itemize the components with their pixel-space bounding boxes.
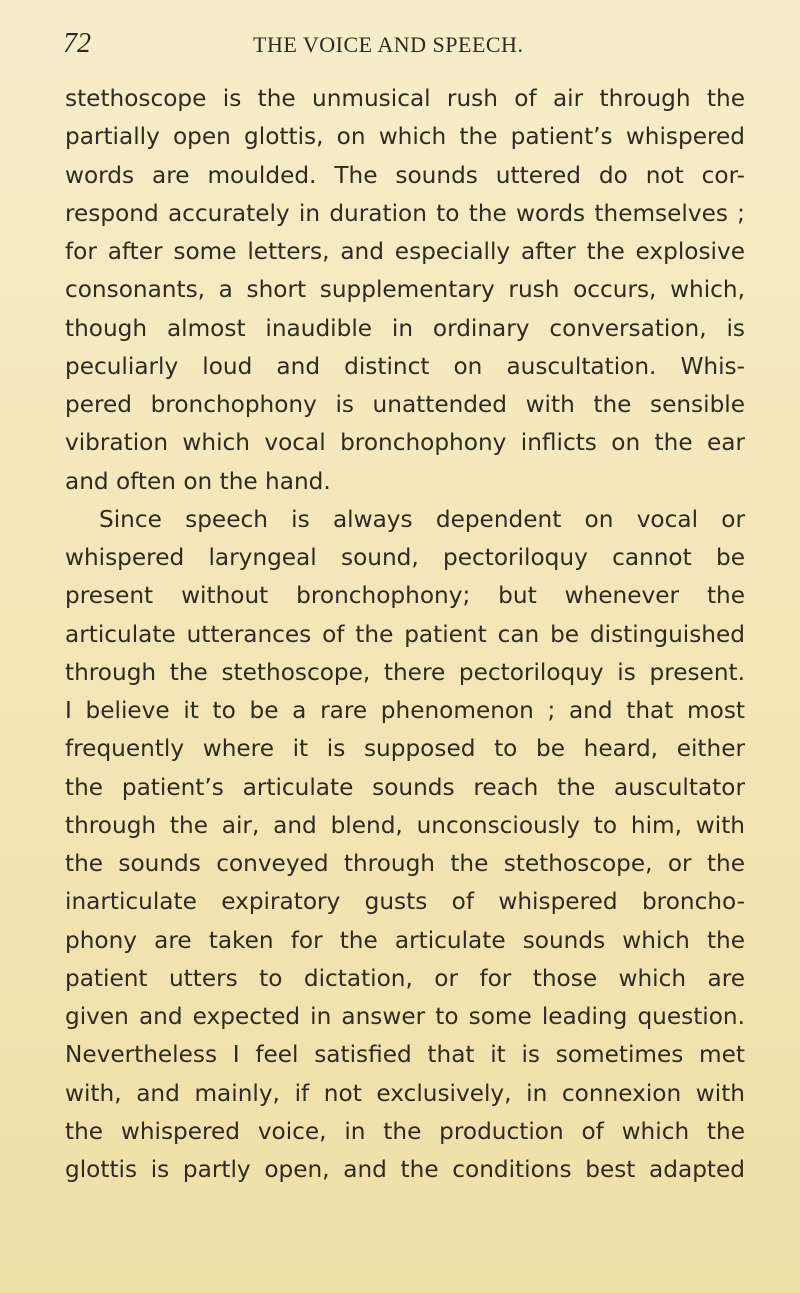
text-line: for after some letters, and especially after the explosive (65, 238, 745, 265)
text-line: inarticulate expiratory gusts of whispered broncho- (65, 888, 745, 916)
text-line: articulate utterances of the patient can be distinguished (65, 620, 745, 648)
page-number: 72 (63, 28, 91, 59)
text-line: partially open glottis, on which the patient’s whispered (65, 123, 745, 151)
text-line: with, and mainly, if not exclusively, in connexion with (65, 1079, 745, 1107)
text-line: I believe it to be a rare phenomenon ; and that most (65, 697, 745, 724)
text-line: patient utters to dictation, or for those which are (65, 964, 745, 992)
page-header (63, 28, 733, 68)
text-line: consonants, a short supplementary rush occurs, which, (65, 276, 745, 304)
text-line: words are moulded. The sounds uttered do not cor- (65, 161, 745, 189)
text-line: whispered laryngeal sound, pectoriloquy cannot be (65, 544, 745, 571)
text-line: through the air, and blend, unconsciously to him, with (65, 811, 745, 839)
text-line: Since speech is always dependent on vocal or (99, 505, 745, 533)
text-line: stethoscope is the unmusical rush of air through the (65, 85, 745, 112)
text-line: Nevertheless I feel satisfied that it is sometimes met (65, 1041, 745, 1069)
text-line: frequently where it is supposed to be heard, either (65, 735, 745, 763)
text-line: glottis is partly open, and the conditions best adapted (65, 1156, 745, 1183)
text-line: the sounds conveyed through the stethoscope, or the (65, 850, 745, 877)
text-line: and often on the hand. (65, 467, 331, 495)
text-line: the whispered voice, in the production of which the (65, 1117, 745, 1145)
text-line: vibration which vocal bronchophony inflicts on the ear (65, 429, 745, 457)
text-line: peculiarly loud and distinct on auscultation. Whis- (65, 352, 745, 380)
text-line: pered bronchophony is unattended with the sensible (65, 391, 745, 418)
text-line: given and expected in answer to some leading question. (65, 1003, 745, 1030)
text-line: phony are taken for the articulate sounds which the (65, 926, 745, 954)
text-line: through the stethoscope, there pectoriloquy is present. (65, 658, 745, 686)
running-head: THE VOICE AND SPEECH. (253, 32, 524, 57)
text-line: respond accurately in duration to the words themselves ; (65, 199, 745, 227)
text-line: present without bronchophony; but whenever the (65, 582, 745, 610)
text-line: though almost inaudible in ordinary conversation, is (65, 314, 745, 342)
text-line: the patient’s articulate sounds reach the auscultator (65, 773, 745, 801)
body-text (65, 80, 745, 1189)
